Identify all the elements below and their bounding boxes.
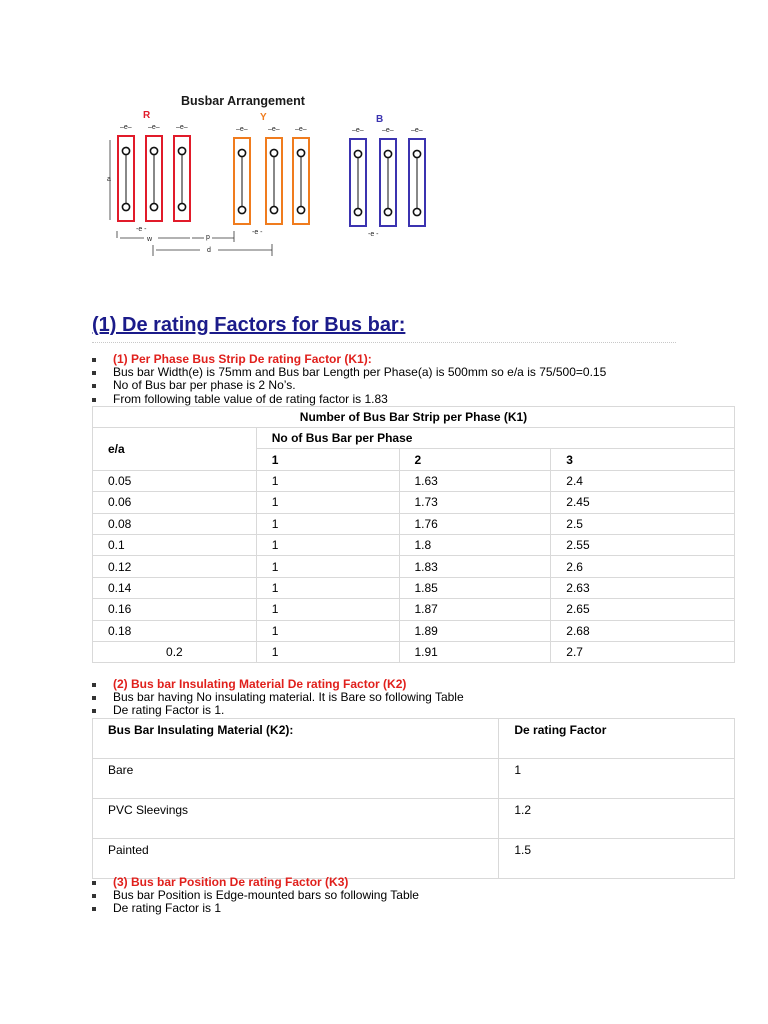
- table-row: [93, 470, 735, 491]
- table-cell: 2.45: [551, 492, 735, 513]
- busbar-diagram-svg: [100, 88, 440, 260]
- table-row: [93, 428, 735, 449]
- table-row: [93, 534, 735, 555]
- busbar-strip: [409, 139, 425, 226]
- busbar-strip: [174, 136, 190, 221]
- table-cell: 0.06: [93, 492, 257, 513]
- table-row: [93, 641, 735, 662]
- column-header: 1: [256, 449, 399, 470]
- k3-heading: (3) Bus bar Position De rating Factor (K3): [92, 876, 419, 889]
- k2-heading: (2) Bus bar Insulating Material De rating Factor (K2): [92, 678, 464, 691]
- busbar-strip: [234, 138, 250, 224]
- table-cell: 1: [499, 759, 735, 799]
- table-row: [93, 799, 735, 839]
- dim-p-label: p: [206, 234, 210, 241]
- table-cell: 1.5: [499, 839, 735, 879]
- column-header-ea: e/a: [93, 428, 257, 471]
- table-row: [93, 599, 735, 620]
- dim-e-label: –e–: [236, 126, 248, 133]
- phase-label-r: R: [143, 110, 151, 121]
- table-cell: 0.16: [93, 599, 257, 620]
- dim-a-label: a: [107, 176, 111, 183]
- phase-label-b: B: [376, 114, 384, 125]
- table-cell: 1: [256, 470, 399, 491]
- dim-e-label: –e–: [148, 124, 160, 131]
- busbar-strip: [266, 138, 282, 224]
- table-cell: 1.87: [399, 599, 551, 620]
- list-item: Bus bar having No insulating material. It is Bare so following Table: [92, 691, 464, 704]
- table-cell: 1.91: [399, 641, 551, 662]
- table-title: Number of Bus Bar Strip per Phase (K1): [93, 407, 735, 428]
- table-cell: 1: [256, 534, 399, 555]
- table-cell: 1.2: [499, 799, 735, 839]
- table-cell: 0.1: [93, 534, 257, 555]
- list-item: From following table value of de rating factor is 1.83: [92, 393, 606, 406]
- k2-bullet-list: [92, 678, 464, 718]
- k2-derating-table: [92, 718, 735, 879]
- column-header: 2: [399, 449, 551, 470]
- table-cell: 1: [256, 641, 399, 662]
- table-cell: 1.73: [399, 492, 551, 513]
- column-header: De rating Factor: [499, 719, 735, 759]
- busbar-arrangement-diagram: [100, 88, 440, 260]
- busbar-strip: [380, 139, 396, 226]
- dim-e-label: -e -: [136, 226, 147, 233]
- table-cell: 1.89: [399, 620, 551, 641]
- table-row: [93, 556, 735, 577]
- table-row: [93, 719, 735, 759]
- table-cell: 0.05: [93, 470, 257, 491]
- busbar-strip: [118, 136, 134, 221]
- list-item: Bus bar Width(e) is 75mm and Bus bar Length per Phase(a) is 500mm so e/a is 75/500=0.15: [92, 366, 606, 379]
- column-group-header: No of Bus Bar per Phase: [256, 428, 734, 449]
- table-row: [93, 492, 735, 513]
- section-heading: (1) De rating Factors for Bus bar:: [92, 314, 406, 336]
- table-cell: 0.08: [93, 513, 257, 534]
- table-cell: 0.18: [93, 620, 257, 641]
- busbar-strip: [350, 139, 366, 226]
- table-cell: Bare: [93, 759, 499, 799]
- heading-divider: [92, 342, 676, 343]
- table-row: [93, 407, 735, 428]
- table-row: [93, 620, 735, 641]
- k3-bullet-list: [92, 876, 419, 916]
- table-cell: 0.12: [93, 556, 257, 577]
- table-cell: 1: [256, 556, 399, 577]
- table-row: [93, 759, 735, 799]
- table-cell: 1: [256, 599, 399, 620]
- dim-e-label: –e–: [295, 126, 307, 133]
- table-row: [93, 839, 735, 879]
- table-cell: 1.83: [399, 556, 551, 577]
- busbar-strip: [146, 136, 162, 221]
- table-cell: Painted: [93, 839, 499, 879]
- busbar-strips: [118, 124, 425, 238]
- list-item: No of Bus bar per phase is 2 No’s.: [92, 379, 606, 392]
- table-cell: 1: [256, 620, 399, 641]
- table-cell: 2.63: [551, 577, 735, 598]
- dim-e-label: –e–: [120, 124, 132, 131]
- table-cell: 1.63: [399, 470, 551, 491]
- table-cell: 1: [256, 513, 399, 534]
- k1-derating-table: [92, 406, 735, 663]
- table-cell: 2.55: [551, 534, 735, 555]
- table-cell: 1.76: [399, 513, 551, 534]
- dim-e-label: –e–: [176, 124, 188, 131]
- k1-bullet-list: [92, 353, 606, 406]
- table-cell: 2.65: [551, 599, 735, 620]
- column-header: 3: [551, 449, 735, 470]
- table-cell: 2.4: [551, 470, 735, 491]
- dim-d-label: d: [207, 247, 211, 254]
- table-cell: 1.85: [399, 577, 551, 598]
- k1-heading: (1) Per Phase Bus Strip De rating Factor (K1):: [92, 353, 606, 366]
- phase-label-y: Y: [260, 112, 267, 123]
- table-cell: 1: [256, 577, 399, 598]
- table-cell: 2.7: [551, 641, 735, 662]
- list-item: De rating Factor is 1: [92, 902, 419, 915]
- table-cell: 2.68: [551, 620, 735, 641]
- dim-e-label: –e–: [382, 127, 394, 134]
- dim-e-label: –e–: [268, 126, 280, 133]
- busbar-strip: [293, 138, 309, 224]
- table-cell: 0.2: [93, 641, 257, 662]
- table-cell: 0.14: [93, 577, 257, 598]
- list-item: De rating Factor is 1.: [92, 704, 464, 717]
- table-row: [93, 513, 735, 534]
- dim-w-label: w: [147, 236, 153, 243]
- diagram-title: Busbar Arrangement: [181, 94, 305, 108]
- table-cell: 2.5: [551, 513, 735, 534]
- table-cell: PVC Sleevings: [93, 799, 499, 839]
- table-row: [93, 577, 735, 598]
- dim-e-label: -e -: [252, 229, 263, 236]
- column-header: Bus Bar Insulating Material (K2):: [93, 719, 499, 759]
- dim-e-label: –e–: [352, 127, 364, 134]
- list-item: Bus bar Position is Edge-mounted bars so following Table: [92, 889, 419, 902]
- table-cell: 1.8: [399, 534, 551, 555]
- table-cell: 2.6: [551, 556, 735, 577]
- dim-e-label: –e–: [411, 127, 423, 134]
- table-cell: 1: [256, 492, 399, 513]
- dim-e-label: -e -: [368, 231, 379, 238]
